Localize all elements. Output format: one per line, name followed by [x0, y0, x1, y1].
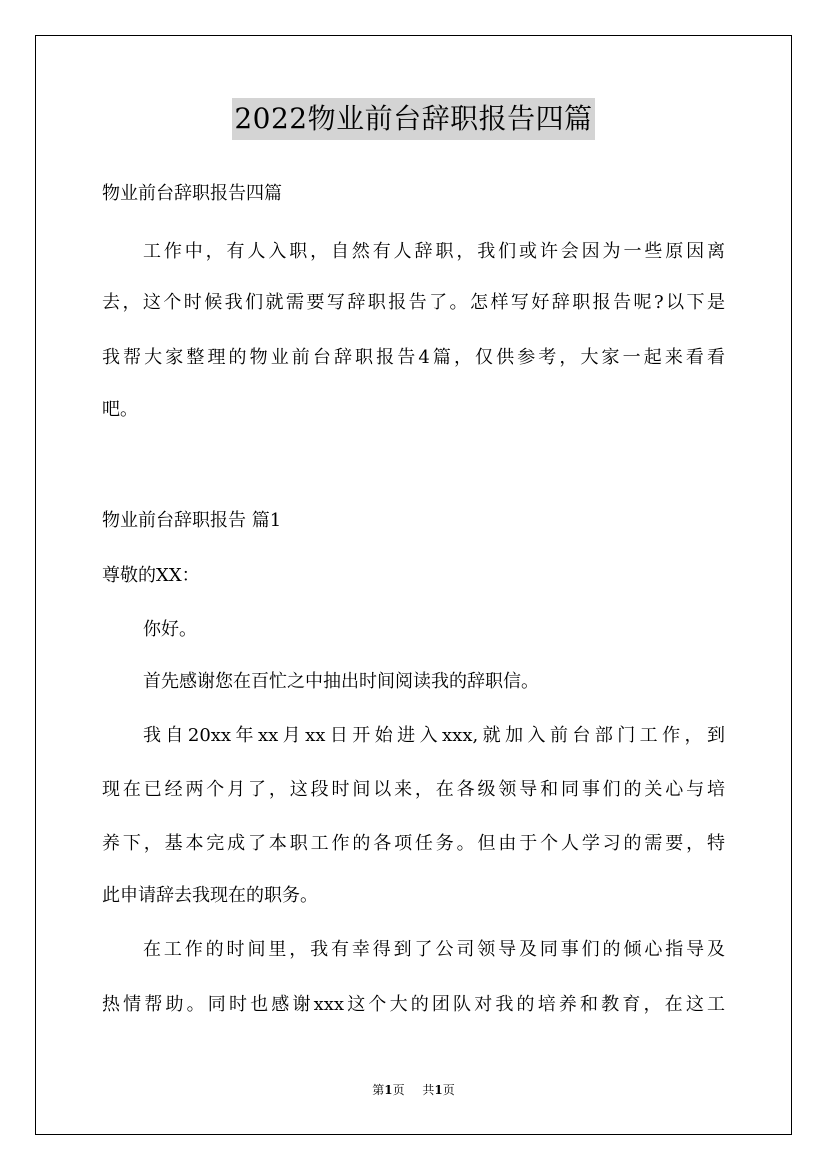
intro-line-1: 工作中，有人入职，自然有人辞职，我们或许会因为一些原因离	[143, 241, 725, 262]
paragraph-2-line-3: 养下，基本完成了本职工作的各项任务。但由于个人学习的需要，特	[102, 833, 725, 854]
document-title: 2022物业前台辞职报告四篇	[232, 98, 594, 140]
paragraph-1: 首先感谢您在百忙之中抽出时间阅读我的辞职信。	[143, 671, 539, 692]
greeting: 你好。	[143, 619, 197, 640]
salutation: 尊敬的XX：	[102, 565, 200, 586]
paragraph-3-line-2: 热情帮助。同时也感谢xxx这个大的团队对我的培养和教育，在这工	[102, 994, 725, 1015]
total-label-suffix: 页	[442, 1083, 455, 1097]
paragraph-2-line-4: 此申请辞去我现在的职务。	[102, 885, 318, 906]
intro-line-4: 吧。	[102, 399, 138, 420]
paragraph-3-line-1: 在工作的时间里，我有幸得到了公司领导及同事们的倾心指导及	[143, 939, 725, 960]
page-label-suffix: 页	[392, 1083, 405, 1097]
total-label-prefix: 共	[422, 1083, 435, 1097]
document-subtitle: 物业前台辞职报告四篇	[102, 183, 282, 204]
total-pages: 1	[434, 1083, 443, 1097]
paragraph-2-line-2: 现在已经两个月了，这段时间以来，在各级领导和同事们的关心与培	[102, 779, 725, 800]
paragraph-2-line-1: 我自20xx年xx月xx日开始进入xxx,就加入前台部门工作，到	[143, 725, 725, 746]
section1-heading: 物业前台辞职报告 篇1	[102, 510, 282, 531]
intro-line-2: 去，这个时候我们就需要写辞职报告了。怎样写好辞职报告呢?以下是	[102, 292, 725, 313]
page-label-prefix: 第	[372, 1083, 385, 1097]
intro-line-3: 我帮大家整理的物业前台辞职报告4篇，仅供参考，大家一起来看看	[102, 347, 725, 368]
page-number: 1	[384, 1083, 393, 1097]
title-container	[0, 98, 827, 140]
page-footer	[0, 1082, 827, 1098]
